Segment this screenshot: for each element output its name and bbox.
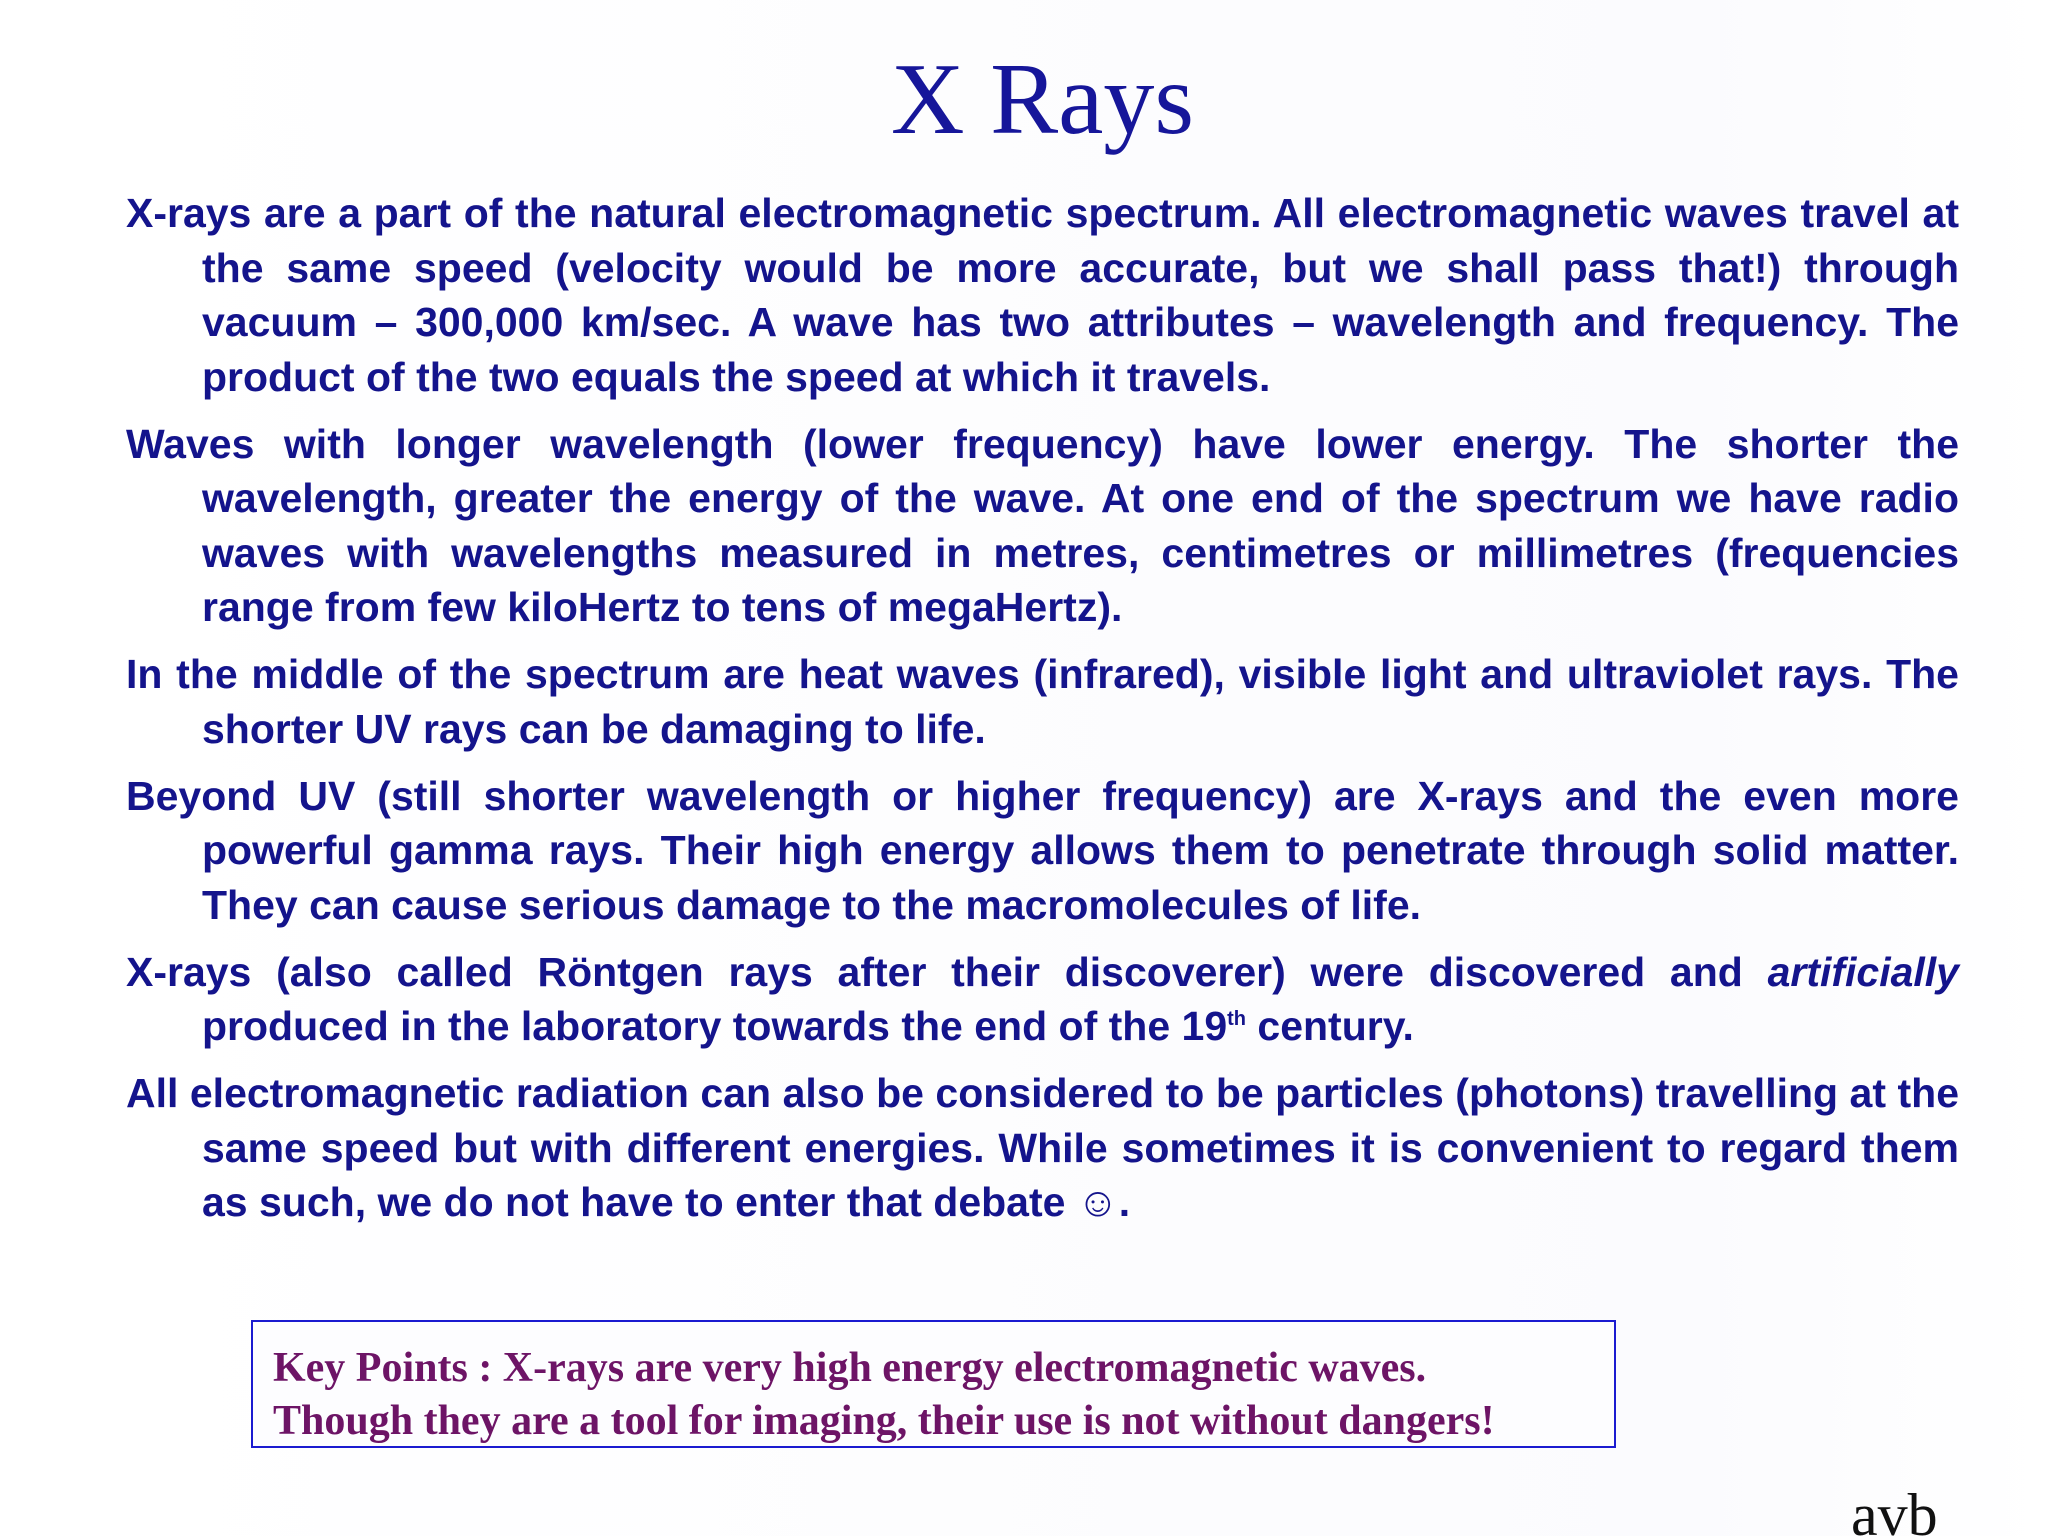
paragraph-beyond-uv: Beyond UV (still shorter wavelength or higher frequency) are X-rays and the even more powerful gamma rays. Their high energy allows them to penetrate through solid matter. They can cause serious damage to the macromolecules of life.	[126, 772, 1959, 928]
discovery-emphasis: artificially	[1767, 948, 1959, 995]
paragraph-spectrum: X-rays are a part of the natural electromagnetic spectrum. All electromagnetic waves travel at the same speed (velocity would be more accurate, but we shall pass that!) through vacuum – 300,000 km/sec. A wave has two attributes – wavelength and frequency. The product of the two equals the speed at which it travels.	[126, 190, 1959, 400]
discovery-text-part3: century.	[1246, 1003, 1414, 1049]
slide-title: X Rays	[890, 43, 1195, 156]
discovery-text-part2: produced in the laboratory towards the end of the 19	[202, 1003, 1228, 1049]
discovery-superscript: th	[1227, 1008, 1247, 1030]
paragraph-middle-spectrum: In the middle of the spectrum are heat waves (infrared), visible light and ultraviolet rays. The shorter UV rays can be damaging to life.	[126, 651, 1959, 752]
paragraph-discovery	[126, 945, 1959, 1054]
paragraph-photons: All electromagnetic radiation can also be considered to be particles (photons) travelling at the same speed but with different energies. While sometimes it is convenient to regard them as such, we do not have to enter that debate ☺.	[126, 1070, 1959, 1225]
key-points-line-1: Key Points : X-rays are very high energy electromagnetic waves.	[273, 1345, 1427, 1391]
author-initials: avb	[1851, 1482, 1938, 1536]
key-points-box	[251, 1320, 1616, 1448]
slide-body	[126, 186, 1959, 1242]
key-points-line-2: Though they are a tool for imaging, their use is not without dangers!	[273, 1398, 1495, 1444]
paragraph-wavelength-energy: Waves with longer wavelength (lower frequency) have lower energy. The shorter the wavelength, greater the energy of the wave. At one end of the spectrum we have radio waves with wavelengths measured in metres, centimetres or millimetres (frequencies range from few kiloHertz to tens of megaHertz).	[126, 420, 1959, 630]
discovery-text-part1: X-rays (also called Röntgen rays after their discoverer) were discovered and	[126, 948, 1768, 995]
